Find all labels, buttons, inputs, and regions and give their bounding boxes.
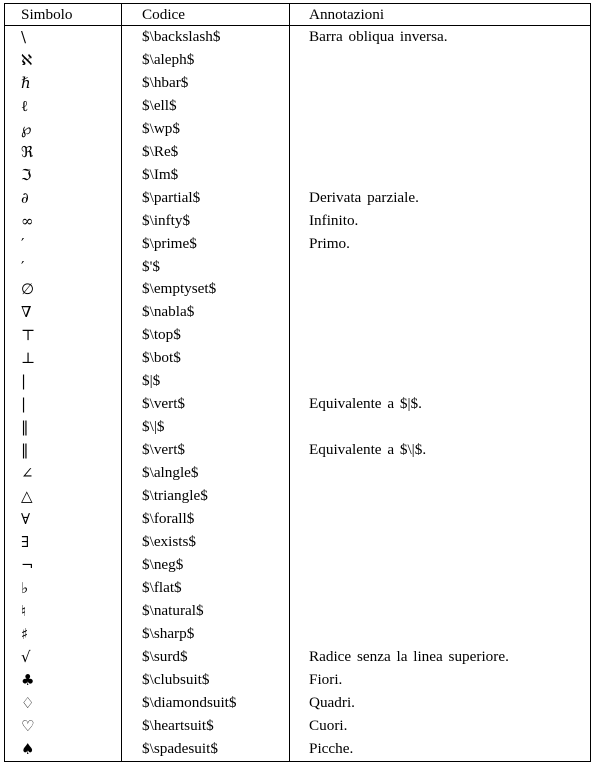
symbol-cell: ′: [5, 256, 122, 279]
symbol-cell: |: [5, 393, 122, 416]
code-cell: $\sharp$: [122, 623, 290, 646]
note-cell: [290, 324, 591, 347]
table-row: [5, 554, 591, 577]
table-row: [5, 646, 591, 669]
code-cell: $'$: [122, 256, 290, 279]
code-cell: $\natural$: [122, 600, 290, 623]
symbol-cell: ⊤: [5, 324, 122, 347]
table-row: [5, 508, 591, 531]
table-row: [5, 256, 591, 279]
code-cell: $\triangle$: [122, 485, 290, 508]
symbol-cell: ℘: [5, 118, 122, 141]
code-cell: $\hbar$: [122, 72, 290, 95]
table-row: [5, 324, 591, 347]
symbol-cell: △: [5, 485, 122, 508]
note-cell: Quadri.: [290, 692, 591, 715]
code-cell: $\wp$: [122, 118, 290, 141]
table-row: [5, 233, 591, 256]
code-cell: $\vert$: [122, 439, 290, 462]
table-row: [5, 278, 591, 301]
note-cell: [290, 95, 591, 118]
note-cell: [290, 164, 591, 187]
code-cell: $|$: [122, 370, 290, 393]
note-cell: [290, 577, 591, 600]
note-cell: [290, 118, 591, 141]
table-row: [5, 301, 591, 324]
note-cell: [290, 278, 591, 301]
code-cell: $\vert$: [122, 393, 290, 416]
code-cell: $\Im$: [122, 164, 290, 187]
symbol-cell: ♡: [5, 715, 122, 738]
symbol-cell: ‖: [5, 416, 122, 439]
code-cell: $\diamondsuit$: [122, 692, 290, 715]
code-cell: $\backslash$: [122, 26, 290, 49]
symbol-cell: ∇: [5, 301, 122, 324]
symbol-cell: ∃: [5, 531, 122, 554]
symbol-cell: ∅: [5, 278, 122, 301]
table-row: [5, 72, 591, 95]
table-row: [5, 95, 591, 118]
symbol-cell: ℏ: [5, 72, 122, 95]
symbols-table: [4, 3, 591, 762]
note-cell: Picche.: [290, 738, 591, 761]
symbol-cell: \: [5, 26, 122, 49]
note-cell: [290, 508, 591, 531]
header-code: Codice: [122, 4, 290, 26]
code-cell: $\alngle$: [122, 462, 290, 485]
code-cell: $\flat$: [122, 577, 290, 600]
code-cell: $\forall$: [122, 508, 290, 531]
code-cell: $\heartsuit$: [122, 715, 290, 738]
table-row: [5, 623, 591, 646]
note-cell: Equivalente a $|$.: [290, 393, 591, 416]
header-symbol: Simbolo: [5, 4, 122, 26]
table-row: [5, 577, 591, 600]
table-row: [5, 462, 591, 485]
header-row: [5, 4, 591, 26]
note-cell: [290, 554, 591, 577]
table-row: [5, 738, 591, 761]
note-cell: [290, 347, 591, 370]
code-cell: $\Re$: [122, 141, 290, 164]
table-row: [5, 164, 591, 187]
table-row: [5, 669, 591, 692]
code-cell: $\bot$: [122, 347, 290, 370]
symbol-cell: ℑ: [5, 164, 122, 187]
symbol-cell: ℓ: [5, 95, 122, 118]
note-cell: [290, 370, 591, 393]
code-cell: $\clubsuit$: [122, 669, 290, 692]
note-cell: [290, 72, 591, 95]
code-cell: $\spadesuit$: [122, 738, 290, 761]
table-row: [5, 715, 591, 738]
note-cell: [290, 49, 591, 72]
symbol-cell: |: [5, 370, 122, 393]
table-row: [5, 393, 591, 416]
symbol-cell: ¬: [5, 554, 122, 577]
symbol-cell: ∀: [5, 508, 122, 531]
symbol-cell: ℵ: [5, 49, 122, 72]
table-row: [5, 347, 591, 370]
note-cell: [290, 256, 591, 279]
note-cell: Primo.: [290, 233, 591, 256]
note-cell: [290, 462, 591, 485]
table-body: [5, 26, 591, 762]
symbol-cell: ∞: [5, 210, 122, 233]
symbol-cell: ♮: [5, 600, 122, 623]
symbol-cell: ℜ: [5, 141, 122, 164]
note-cell: Barra obliqua inversa.: [290, 26, 591, 49]
note-cell: Fiori.: [290, 669, 591, 692]
code-cell: $\surd$: [122, 646, 290, 669]
symbol-cell: ♠: [5, 738, 122, 761]
code-cell: $\aleph$: [122, 49, 290, 72]
table-row: [5, 187, 591, 210]
note-cell: Infinito.: [290, 210, 591, 233]
symbol-cell: √: [5, 646, 122, 669]
note-cell: Equivalente a $\|$.: [290, 439, 591, 462]
symbol-cell: ∂: [5, 187, 122, 210]
note-cell: Radice senza la linea superiore.: [290, 646, 591, 669]
table-row: [5, 370, 591, 393]
symbol-cell: ♣: [5, 669, 122, 692]
header-notes: Annotazioni: [290, 4, 591, 26]
code-cell: $\emptyset$: [122, 278, 290, 301]
note-cell: [290, 301, 591, 324]
table-row: [5, 26, 591, 49]
table-row: [5, 531, 591, 554]
code-cell: $\nabla$: [122, 301, 290, 324]
symbol-cell: ♭: [5, 577, 122, 600]
symbol-cell: ∠: [5, 462, 122, 485]
symbol-cell: ♯: [5, 623, 122, 646]
table-row: [5, 692, 591, 715]
table-row: [5, 485, 591, 508]
note-cell: [290, 485, 591, 508]
symbol-cell: ′: [5, 233, 122, 256]
table-row: [5, 210, 591, 233]
code-cell: $\neg$: [122, 554, 290, 577]
note-cell: [290, 141, 591, 164]
table-row: [5, 118, 591, 141]
symbol-cell: ⊥: [5, 347, 122, 370]
note-cell: [290, 531, 591, 554]
note-cell: [290, 600, 591, 623]
table-row: [5, 141, 591, 164]
symbol-cell: ♢: [5, 692, 122, 715]
note-cell: Derivata parziale.: [290, 187, 591, 210]
note-cell: [290, 416, 591, 439]
code-cell: $\exists$: [122, 531, 290, 554]
code-cell: $\prime$: [122, 233, 290, 256]
code-cell: $\infty$: [122, 210, 290, 233]
note-cell: Cuori.: [290, 715, 591, 738]
code-cell: $\ell$: [122, 95, 290, 118]
table-row: [5, 600, 591, 623]
symbol-cell: ‖: [5, 439, 122, 462]
table-row: [5, 49, 591, 72]
code-cell: $\partial$: [122, 187, 290, 210]
note-cell: [290, 623, 591, 646]
table-row: [5, 416, 591, 439]
code-cell: $\|$: [122, 416, 290, 439]
code-cell: $\top$: [122, 324, 290, 347]
table-row: [5, 439, 591, 462]
